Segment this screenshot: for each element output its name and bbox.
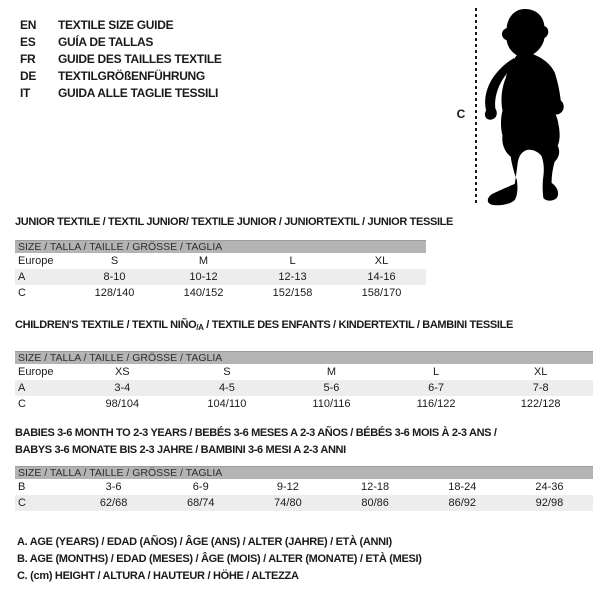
table-cell: L [289, 255, 296, 267]
footnote-b: B. AGE (MONTHS) / EDAD (MESES) / ÂGE (MOIS) / ALTER (MONATE) / ETÀ (MESI) [17, 553, 422, 565]
language-code: IT [20, 85, 31, 100]
table-cell: XS [114, 366, 130, 378]
language-item-fr [20, 50, 222, 67]
table-header-bar: SIZE / TALLA / TAILLE / GRÖSSE / TAGLIA [15, 466, 593, 479]
table-cell: 74/80 [274, 497, 302, 509]
language-text: TEXTILGRÖßENFÜHRUNG [58, 68, 205, 83]
table-cell: 116/122 [416, 398, 456, 410]
table-cell: 122/128 [520, 398, 561, 410]
table-cell: 24-36 [535, 481, 564, 493]
row-label: A [18, 271, 26, 283]
table-cell: 92/98 [535, 497, 564, 509]
table-cell: 3-4 [114, 382, 131, 394]
children-heading-text: CHILDREN'S TEXTILE / TEXTIL NIÑO [15, 319, 197, 331]
footnote-a: A. AGE (YEARS) / EDAD (AÑOS) / ÂGE (ANS) / ALTER (JAHRE) / ETÀ (ANNI) [17, 536, 392, 548]
language-text: GUIDE DES TAILLES TEXTILE [58, 51, 222, 66]
table-cell: 68/74 [186, 497, 215, 509]
language-text: TEXTILE SIZE GUIDE [58, 17, 174, 32]
table-cell: 128/140 [94, 287, 135, 299]
table-cell: 80/86 [361, 497, 389, 509]
table-cell: 9-12 [276, 481, 299, 493]
language-text: GUÍA DE TALLAS [58, 34, 154, 49]
table-cell: S [110, 255, 119, 267]
table-cell: 104/110 [207, 398, 247, 410]
footnote-c: C. (cm) HEIGHT / ALTURA / HAUTEUR / HÖHE / ALTEZZA [17, 570, 299, 582]
table-cell: 12-13 [278, 271, 307, 283]
row-label: Europe [18, 255, 54, 267]
table-cell: 158/170 [361, 287, 402, 299]
junior-size-table [15, 240, 426, 301]
babies-section-heading-line2: BABYS 3-6 MONATE BIS 2-3 JAHRE / BAMBINI 3-6 MESI A 2-3 ANNI [15, 444, 346, 456]
table-cell: M [326, 366, 337, 378]
table-cell: 18-24 [448, 481, 477, 493]
language-item-it [20, 84, 222, 101]
babies-size-table [15, 466, 593, 511]
table-row [15, 380, 593, 396]
height-measure-label: C [456, 107, 466, 121]
table-row [15, 396, 593, 412]
children-size-table [15, 351, 593, 412]
table-cell: 8-10 [103, 271, 126, 283]
row-label: Europe [18, 366, 54, 378]
row-label: C [18, 398, 26, 410]
height-measure-dashed-line [475, 8, 477, 206]
table-cell: 14-16 [367, 271, 396, 283]
children-section-heading [15, 319, 513, 331]
language-text: GUIDA ALLE TAGLIE TESSILI [58, 85, 219, 100]
junior-section-heading: JUNIOR TEXTILE / TEXTIL JUNIOR/ TEXTILE JUNIOR / JUNIORTEXTIL / JUNIOR TESSILE [15, 216, 454, 228]
toddler-silhouette-icon [479, 6, 571, 207]
language-item-es [20, 33, 222, 50]
table-cell: 62/68 [99, 497, 128, 509]
table-row [15, 479, 593, 495]
table-cell: 86/92 [448, 497, 477, 509]
children-heading-subscript: /A [196, 323, 204, 332]
table-cell: 6-7 [428, 382, 445, 394]
footnotes [17, 536, 422, 587]
language-code: EN [20, 17, 37, 32]
language-code: ES [20, 34, 36, 49]
children-heading-text: / TEXTILE DES ENFANTS / KINDERTEXTIL / BAMBINI TESSILE [203, 319, 513, 331]
table-row [15, 285, 426, 301]
table-cell: 12-18 [361, 481, 390, 493]
table-row [15, 364, 593, 380]
table-cell: 98/104 [105, 398, 140, 410]
table-cell: 5-6 [323, 382, 340, 394]
language-code: FR [20, 51, 36, 66]
table-cell: XL [533, 366, 548, 378]
table-cell: 10-12 [189, 271, 218, 283]
table-cell: 7-8 [532, 382, 549, 394]
table-cell: 4-5 [218, 382, 235, 394]
language-item-en [20, 16, 222, 33]
table-cell: 140/152 [183, 287, 224, 299]
row-label: C [18, 287, 26, 299]
row-label: A [18, 382, 26, 394]
table-cell: XL [374, 255, 389, 267]
language-item-de [20, 67, 222, 84]
language-code: DE [20, 68, 37, 83]
table-cell: 6-9 [192, 481, 209, 493]
table-row [15, 495, 593, 511]
table-cell: 3-6 [105, 481, 122, 493]
table-cell: S [223, 366, 231, 378]
table-cell: 152/158 [272, 287, 313, 299]
table-row [15, 269, 426, 285]
table-row [15, 253, 426, 269]
table-header-bar: SIZE / TALLA / TAILLE / GRÖSSE / TAGLIA [15, 351, 593, 364]
table-cell: 110/116 [312, 398, 351, 410]
row-label: B [18, 481, 26, 493]
table-header-bar: SIZE / TALLA / TAILLE / GRÖSSE / TAGLIA [15, 240, 426, 253]
table-cell: M [198, 255, 209, 267]
language-list [20, 16, 222, 101]
babies-section-heading-line1: BABIES 3-6 MONTH TO 2-3 YEARS / BEBÉS 3-6 MESES A 2-3 AÑOS / BÉBÉS 3-6 MOIS À 2-3 ANS / [15, 427, 497, 439]
table-cell: L [433, 366, 440, 378]
row-label: C [18, 497, 26, 509]
